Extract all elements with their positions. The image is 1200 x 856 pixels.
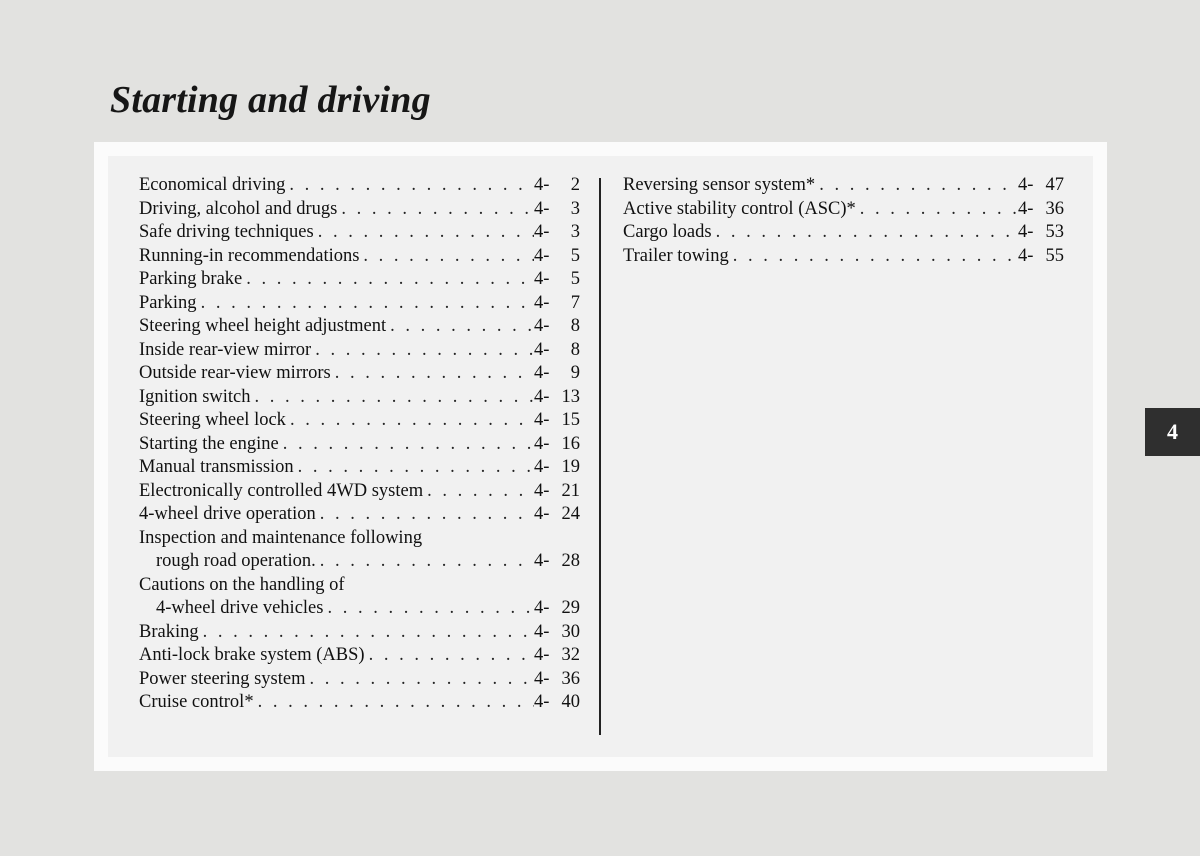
toc-entry[interactable]: [139, 362, 580, 386]
toc-entry-label: Active stability control (ASC)*: [623, 198, 856, 219]
toc-chapter-prefix: 4-: [1018, 198, 1034, 219]
toc-entry[interactable]: [139, 480, 580, 504]
toc-page-number: 47: [1045, 175, 1064, 195]
toc-leader-dots: [331, 362, 534, 386]
toc-chapter-prefix: 4-: [534, 457, 550, 477]
toc-entry[interactable]: [139, 292, 580, 316]
toc-entry-label: Parking: [139, 292, 197, 313]
toc-page-number: 2: [570, 175, 580, 195]
toc-chapter-prefix: 4-: [1018, 222, 1034, 242]
toc-heading: [139, 574, 580, 598]
toc-page-ref: [534, 433, 580, 457]
toc-page-number: 5: [570, 269, 580, 289]
toc-chapter-prefix: 4-: [534, 198, 550, 219]
toc-page-number: 36: [1045, 198, 1064, 219]
toc-leader-dots: [254, 691, 534, 715]
toc-leader-dots: [279, 433, 534, 457]
toc-leader-dots: [199, 621, 534, 645]
toc-chapter-prefix: 4-: [534, 292, 550, 313]
toc-entry[interactable]: [139, 644, 580, 668]
toc-page-ref: [534, 668, 580, 692]
toc-entry[interactable]: [139, 597, 580, 621]
toc-leader-dots: [316, 503, 534, 527]
toc-entry-label: Inside rear-view mirror: [139, 339, 312, 360]
toc-heading: [139, 527, 580, 551]
toc-page-number: 53: [1045, 222, 1064, 242]
toc-leader-dots: [311, 339, 534, 363]
toc-leader-dots: [294, 456, 534, 480]
toc-page-ref: [534, 174, 580, 198]
toc-chapter-prefix: 4-: [534, 692, 550, 712]
toc-entry-label: Parking brake: [139, 269, 243, 289]
toc-entry-label: Safe driving techniques: [139, 222, 314, 242]
toc-chapter-prefix: 4-: [534, 386, 550, 407]
toc-page-number: 15: [561, 410, 580, 430]
toc-entry[interactable]: [139, 409, 580, 433]
toc-page-number: 32: [561, 645, 580, 665]
toc-entry[interactable]: [139, 245, 580, 269]
toc-entry[interactable]: [139, 221, 580, 245]
toc-page-ref: [534, 691, 580, 715]
toc-entry-label: 4-wheel drive vehicles: [156, 598, 324, 618]
toc-page-ref: [534, 268, 580, 292]
toc-leader-dots: [305, 668, 534, 692]
toc-page-ref: [1018, 174, 1064, 198]
toc-entry-label: Steering wheel height adjustment: [139, 316, 387, 336]
toc-entry-label: Cargo loads: [623, 222, 712, 242]
toc-page-ref: [534, 292, 580, 316]
toc-leader-dots: [359, 245, 534, 269]
toc-page-ref: [534, 503, 580, 527]
toc-page-number: 3: [570, 198, 580, 219]
toc-chapter-prefix: 4-: [534, 504, 550, 524]
toc-page-number: 28: [561, 551, 580, 571]
toc-page-number: 16: [561, 433, 580, 454]
toc-leader-dots: [815, 174, 1018, 198]
toc-leader-dots: [323, 597, 534, 621]
toc-page-ref: [534, 550, 580, 574]
toc-entry-label: Trailer towing: [623, 245, 729, 266]
toc-leader-dots: [423, 480, 534, 504]
toc-entry-label: Driving, alcohol and drugs: [139, 198, 338, 219]
toc-entry-label: Inspection and maintenance following: [139, 527, 423, 548]
toc-page-ref: [534, 644, 580, 668]
toc-page-number: 29: [561, 598, 580, 618]
toc-chapter-prefix: 4-: [534, 551, 550, 571]
toc-entry-label: Reversing sensor system*: [623, 175, 816, 195]
toc-entry-label: Cruise control*: [139, 692, 254, 712]
toc-page-number: 7: [570, 292, 580, 313]
toc-page-ref: [534, 221, 580, 245]
toc-entry-label: Braking: [139, 621, 199, 642]
toc-entry[interactable]: [139, 691, 580, 715]
toc-chapter-prefix: 4-: [534, 269, 550, 289]
toc-entry-label: Ignition switch: [139, 386, 251, 407]
toc-entry[interactable]: [139, 550, 580, 574]
toc-chapter-prefix: 4-: [1018, 175, 1034, 195]
toc-page-ref: [534, 245, 580, 269]
toc-page-ref: [1018, 245, 1064, 269]
toc-leader-dots: [365, 644, 534, 668]
toc-entry[interactable]: [139, 621, 580, 645]
toc-page-number: 24: [561, 504, 580, 524]
page-title: Starting and driving: [110, 79, 431, 121]
toc-chapter-prefix: 4-: [534, 598, 550, 618]
toc-leader-dots: [314, 221, 534, 245]
toc-entry[interactable]: [139, 668, 580, 692]
toc-entry-label: Running-in recommendations: [139, 245, 360, 266]
toc-page-number: 8: [570, 316, 580, 336]
toc-leader-dots: [286, 409, 534, 433]
toc-chapter-prefix: 4-: [534, 480, 550, 501]
toc-page-number: 21: [561, 480, 580, 501]
toc-page-number: 30: [561, 621, 580, 642]
toc-leader-dots: [251, 386, 534, 410]
toc-page-ref: [534, 480, 580, 504]
toc-entry[interactable]: [139, 198, 580, 222]
toc-chapter-prefix: 4-: [534, 245, 550, 266]
toc-page-number: 3: [570, 222, 580, 242]
toc-right-column: [623, 174, 1064, 268]
toc-page-ref: [534, 409, 580, 433]
toc-page-number: 55: [1045, 245, 1064, 266]
toc-entry-label: Anti-lock brake system (ABS): [139, 645, 365, 665]
column-divider: [599, 178, 601, 735]
toc-entry[interactable]: [139, 456, 580, 480]
toc-page-ref: [534, 621, 580, 645]
toc-page-ref: [1018, 221, 1064, 245]
toc-leader-dots: [285, 174, 534, 198]
toc-chapter-prefix: 4-: [534, 645, 550, 665]
toc-chapter-prefix: 4-: [534, 433, 550, 454]
toc-leader-dots: [197, 292, 534, 316]
toc-page-ref: [534, 362, 580, 386]
toc-entry[interactable]: [623, 198, 1064, 222]
toc-chapter-prefix: 4-: [534, 339, 550, 360]
toc-leader-dots: [386, 315, 534, 339]
toc-entry[interactable]: [139, 386, 580, 410]
toc-leader-dots: [337, 198, 534, 222]
toc-leader-dots: [316, 550, 534, 574]
toc-page-number: 40: [561, 692, 580, 712]
toc-page-ref: [534, 597, 580, 621]
toc-entry[interactable]: [139, 268, 580, 292]
toc-leader-dots: [856, 198, 1018, 222]
toc-chapter-prefix: 4-: [534, 410, 550, 430]
toc-entry[interactable]: [623, 245, 1064, 269]
toc-leader-dots: [242, 268, 534, 292]
toc-page-ref: [534, 198, 580, 222]
toc-entry-label: Starting the engine: [139, 433, 279, 454]
toc-entry-label: Cautions on the handling of: [139, 574, 345, 595]
toc-entry[interactable]: [139, 315, 580, 339]
chapter-tab[interactable]: 4: [1145, 408, 1200, 456]
toc-entry-label: Manual transmission: [139, 457, 294, 477]
toc-entry-label: Power steering system: [139, 668, 306, 689]
toc-page-ref: [534, 386, 580, 410]
toc-left-column: [139, 174, 580, 715]
toc-entry-label: Steering wheel lock: [139, 410, 286, 430]
toc-entry-label: Outside rear-view mirrors: [139, 363, 331, 383]
toc-entry[interactable]: [623, 221, 1064, 245]
toc-entry[interactable]: [623, 174, 1064, 198]
toc-page-number: 5: [570, 245, 580, 266]
toc-leader-dots: [712, 221, 1018, 245]
toc-page-number: 8: [570, 339, 580, 360]
toc-chapter-prefix: 4-: [534, 316, 550, 336]
toc-chapter-prefix: 4-: [534, 175, 550, 195]
toc-page-ref: [1018, 198, 1064, 222]
toc-page-number: 19: [561, 457, 580, 477]
toc-entry-label: 4-wheel drive operation: [139, 504, 316, 524]
toc-chapter-prefix: 4-: [534, 668, 550, 689]
toc-page-ref: [534, 315, 580, 339]
toc-entry[interactable]: [139, 433, 580, 457]
toc-entry-label: Electronically controlled 4WD system: [139, 480, 424, 501]
toc-page-number: 36: [561, 668, 580, 689]
toc-entry[interactable]: [139, 339, 580, 363]
toc-page-ref: [534, 456, 580, 480]
toc-chapter-prefix: 4-: [534, 621, 550, 642]
toc-entry[interactable]: [139, 503, 580, 527]
toc-entry-label: Economical driving: [139, 175, 286, 195]
toc-chapter-prefix: 4-: [1018, 245, 1034, 266]
toc-leader-dots: [729, 245, 1018, 269]
toc-page-ref: [534, 339, 580, 363]
toc-page-number: 13: [561, 386, 580, 407]
toc-chapter-prefix: 4-: [534, 363, 550, 383]
toc-page-number: 9: [570, 363, 580, 383]
toc-chapter-prefix: 4-: [534, 222, 550, 242]
toc-entry[interactable]: [139, 174, 580, 198]
toc-entry-label: rough road operation.: [156, 551, 316, 571]
